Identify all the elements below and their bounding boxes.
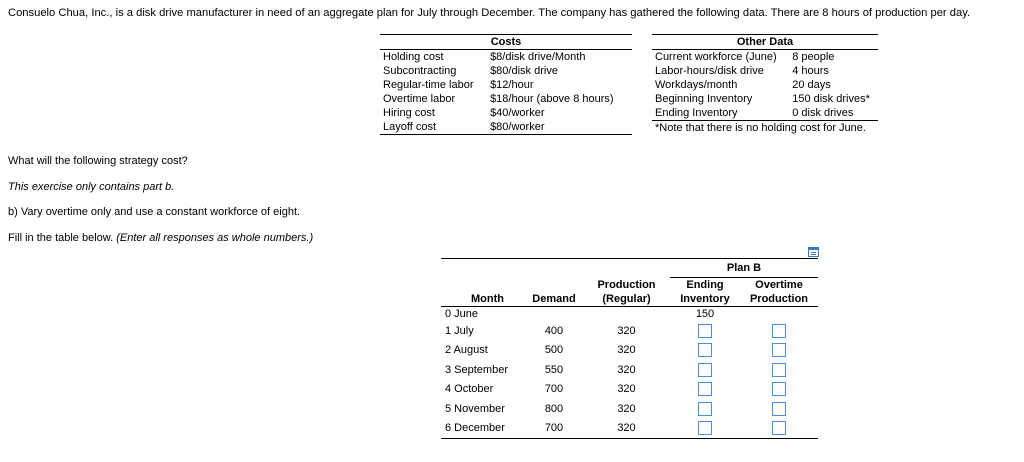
other-value: 8 people bbox=[792, 51, 835, 63]
production-header-line1: Production bbox=[597, 279, 656, 291]
instruction-hint: (Enter all responses as whole numbers.) bbox=[116, 232, 314, 244]
ending-inventory-cell: 150 bbox=[695, 308, 715, 320]
plan-b-table bbox=[441, 258, 818, 439]
ending-inventory-input[interactable] bbox=[698, 363, 712, 377]
cost-value: $18/hour (above 8 hours) bbox=[490, 93, 614, 105]
demand-cell: 700 bbox=[544, 383, 564, 396]
overtime-production-input[interactable] bbox=[772, 363, 786, 377]
copy-table-icon[interactable] bbox=[808, 247, 819, 257]
other-label: Beginning Inventory bbox=[655, 93, 753, 105]
month-cell: 0 June bbox=[445, 308, 479, 320]
cost-value: $80/worker bbox=[487, 120, 632, 135]
ending-inventory-input[interactable] bbox=[698, 402, 712, 416]
ending-inventory-input[interactable] bbox=[698, 421, 712, 435]
other-value: 20 days bbox=[792, 79, 831, 91]
month-header: Month bbox=[441, 278, 525, 307]
cost-value: $40/worker bbox=[490, 107, 545, 119]
cost-label: Regular-time labor bbox=[383, 79, 474, 91]
cost-label: Overtime labor bbox=[383, 93, 456, 105]
other-value: 150 disk drives* bbox=[792, 93, 870, 105]
demand-cell: 700 bbox=[525, 419, 583, 439]
cost-value: $80/disk drive bbox=[490, 65, 558, 77]
production-cell: 320 bbox=[617, 344, 636, 357]
month-cell: 2 August bbox=[445, 344, 488, 357]
production-cell: 320 bbox=[617, 383, 636, 396]
month-cell: 4 October bbox=[445, 383, 494, 396]
production-cell: 320 bbox=[583, 419, 670, 439]
plan-title: Plan B bbox=[670, 259, 818, 278]
other-value: 0 disk drives bbox=[789, 106, 878, 121]
cost-label: Subcontracting bbox=[383, 65, 457, 77]
holding-note: *Note that there is no holding cost for June. bbox=[655, 122, 866, 134]
overtime-production-input[interactable] bbox=[772, 343, 786, 357]
costs-table bbox=[380, 34, 632, 135]
overtime-production-input[interactable] bbox=[772, 324, 786, 338]
overtime-production-input[interactable] bbox=[772, 402, 786, 416]
ending-inventory-input[interactable] bbox=[698, 343, 712, 357]
production-cell: 320 bbox=[617, 363, 636, 376]
production-cell: 320 bbox=[617, 324, 636, 337]
other-value: 4 hours bbox=[792, 65, 829, 77]
overtime-production-header bbox=[740, 278, 818, 307]
costs-header: Costs bbox=[380, 35, 632, 50]
overtime-production-input[interactable] bbox=[772, 421, 786, 435]
problem-intro: Consuelo Chua, Inc., is a disk drive manufacturer in need of an aggregate plan for July through December. The company has gathered the following data. There are 8 hours of production per day. bbox=[8, 7, 971, 19]
ending-inventory-input[interactable] bbox=[698, 324, 712, 338]
cost-label: Holding cost bbox=[383, 51, 444, 63]
overtime-header-line1: Overtime bbox=[755, 279, 803, 291]
other-label: Labor-hours/disk drive bbox=[655, 65, 764, 77]
other-data-table bbox=[652, 34, 878, 121]
month-cell: 1 July bbox=[445, 324, 474, 337]
instruction bbox=[8, 232, 313, 244]
instruction-text: Fill in the table below. bbox=[8, 232, 117, 244]
other-label: Current workforce (June) bbox=[655, 51, 777, 63]
production-header-line2: (Regular) bbox=[602, 293, 651, 305]
other-label: Workdays/month bbox=[655, 79, 738, 91]
production-header bbox=[583, 278, 670, 307]
month-cell: 6 December bbox=[441, 419, 525, 439]
demand-cell: 550 bbox=[544, 363, 564, 376]
question-text: What will the following strategy cost? bbox=[8, 155, 188, 167]
ending-header-line2: Inventory bbox=[680, 293, 730, 305]
part-note: This exercise only contains part b. bbox=[8, 181, 175, 193]
month-cell: 5 November bbox=[445, 402, 505, 415]
overtime-production-input[interactable] bbox=[772, 382, 786, 396]
demand-cell: 500 bbox=[544, 344, 564, 357]
demand-header: Demand bbox=[525, 278, 583, 307]
production-cell: 320 bbox=[617, 402, 636, 415]
overtime-header-line2: Production bbox=[749, 293, 809, 305]
ending-inventory-input[interactable] bbox=[698, 382, 712, 396]
month-cell: 3 September bbox=[445, 363, 508, 376]
demand-cell: 400 bbox=[544, 324, 564, 337]
part-b-text: b) Vary overtime only and use a constant workforce of eight. bbox=[8, 206, 301, 218]
ending-header-line1: Ending bbox=[686, 279, 724, 291]
cost-label: Layoff cost bbox=[380, 120, 487, 135]
ending-inventory-header bbox=[670, 278, 740, 307]
cost-value: $12/hour bbox=[490, 79, 534, 91]
cost-value: $8/disk drive/Month bbox=[490, 51, 586, 63]
other-label: Ending Inventory bbox=[652, 106, 789, 121]
other-data-header: Other Data bbox=[652, 35, 878, 50]
demand-cell: 800 bbox=[544, 402, 564, 415]
cost-label: Hiring cost bbox=[383, 107, 435, 119]
